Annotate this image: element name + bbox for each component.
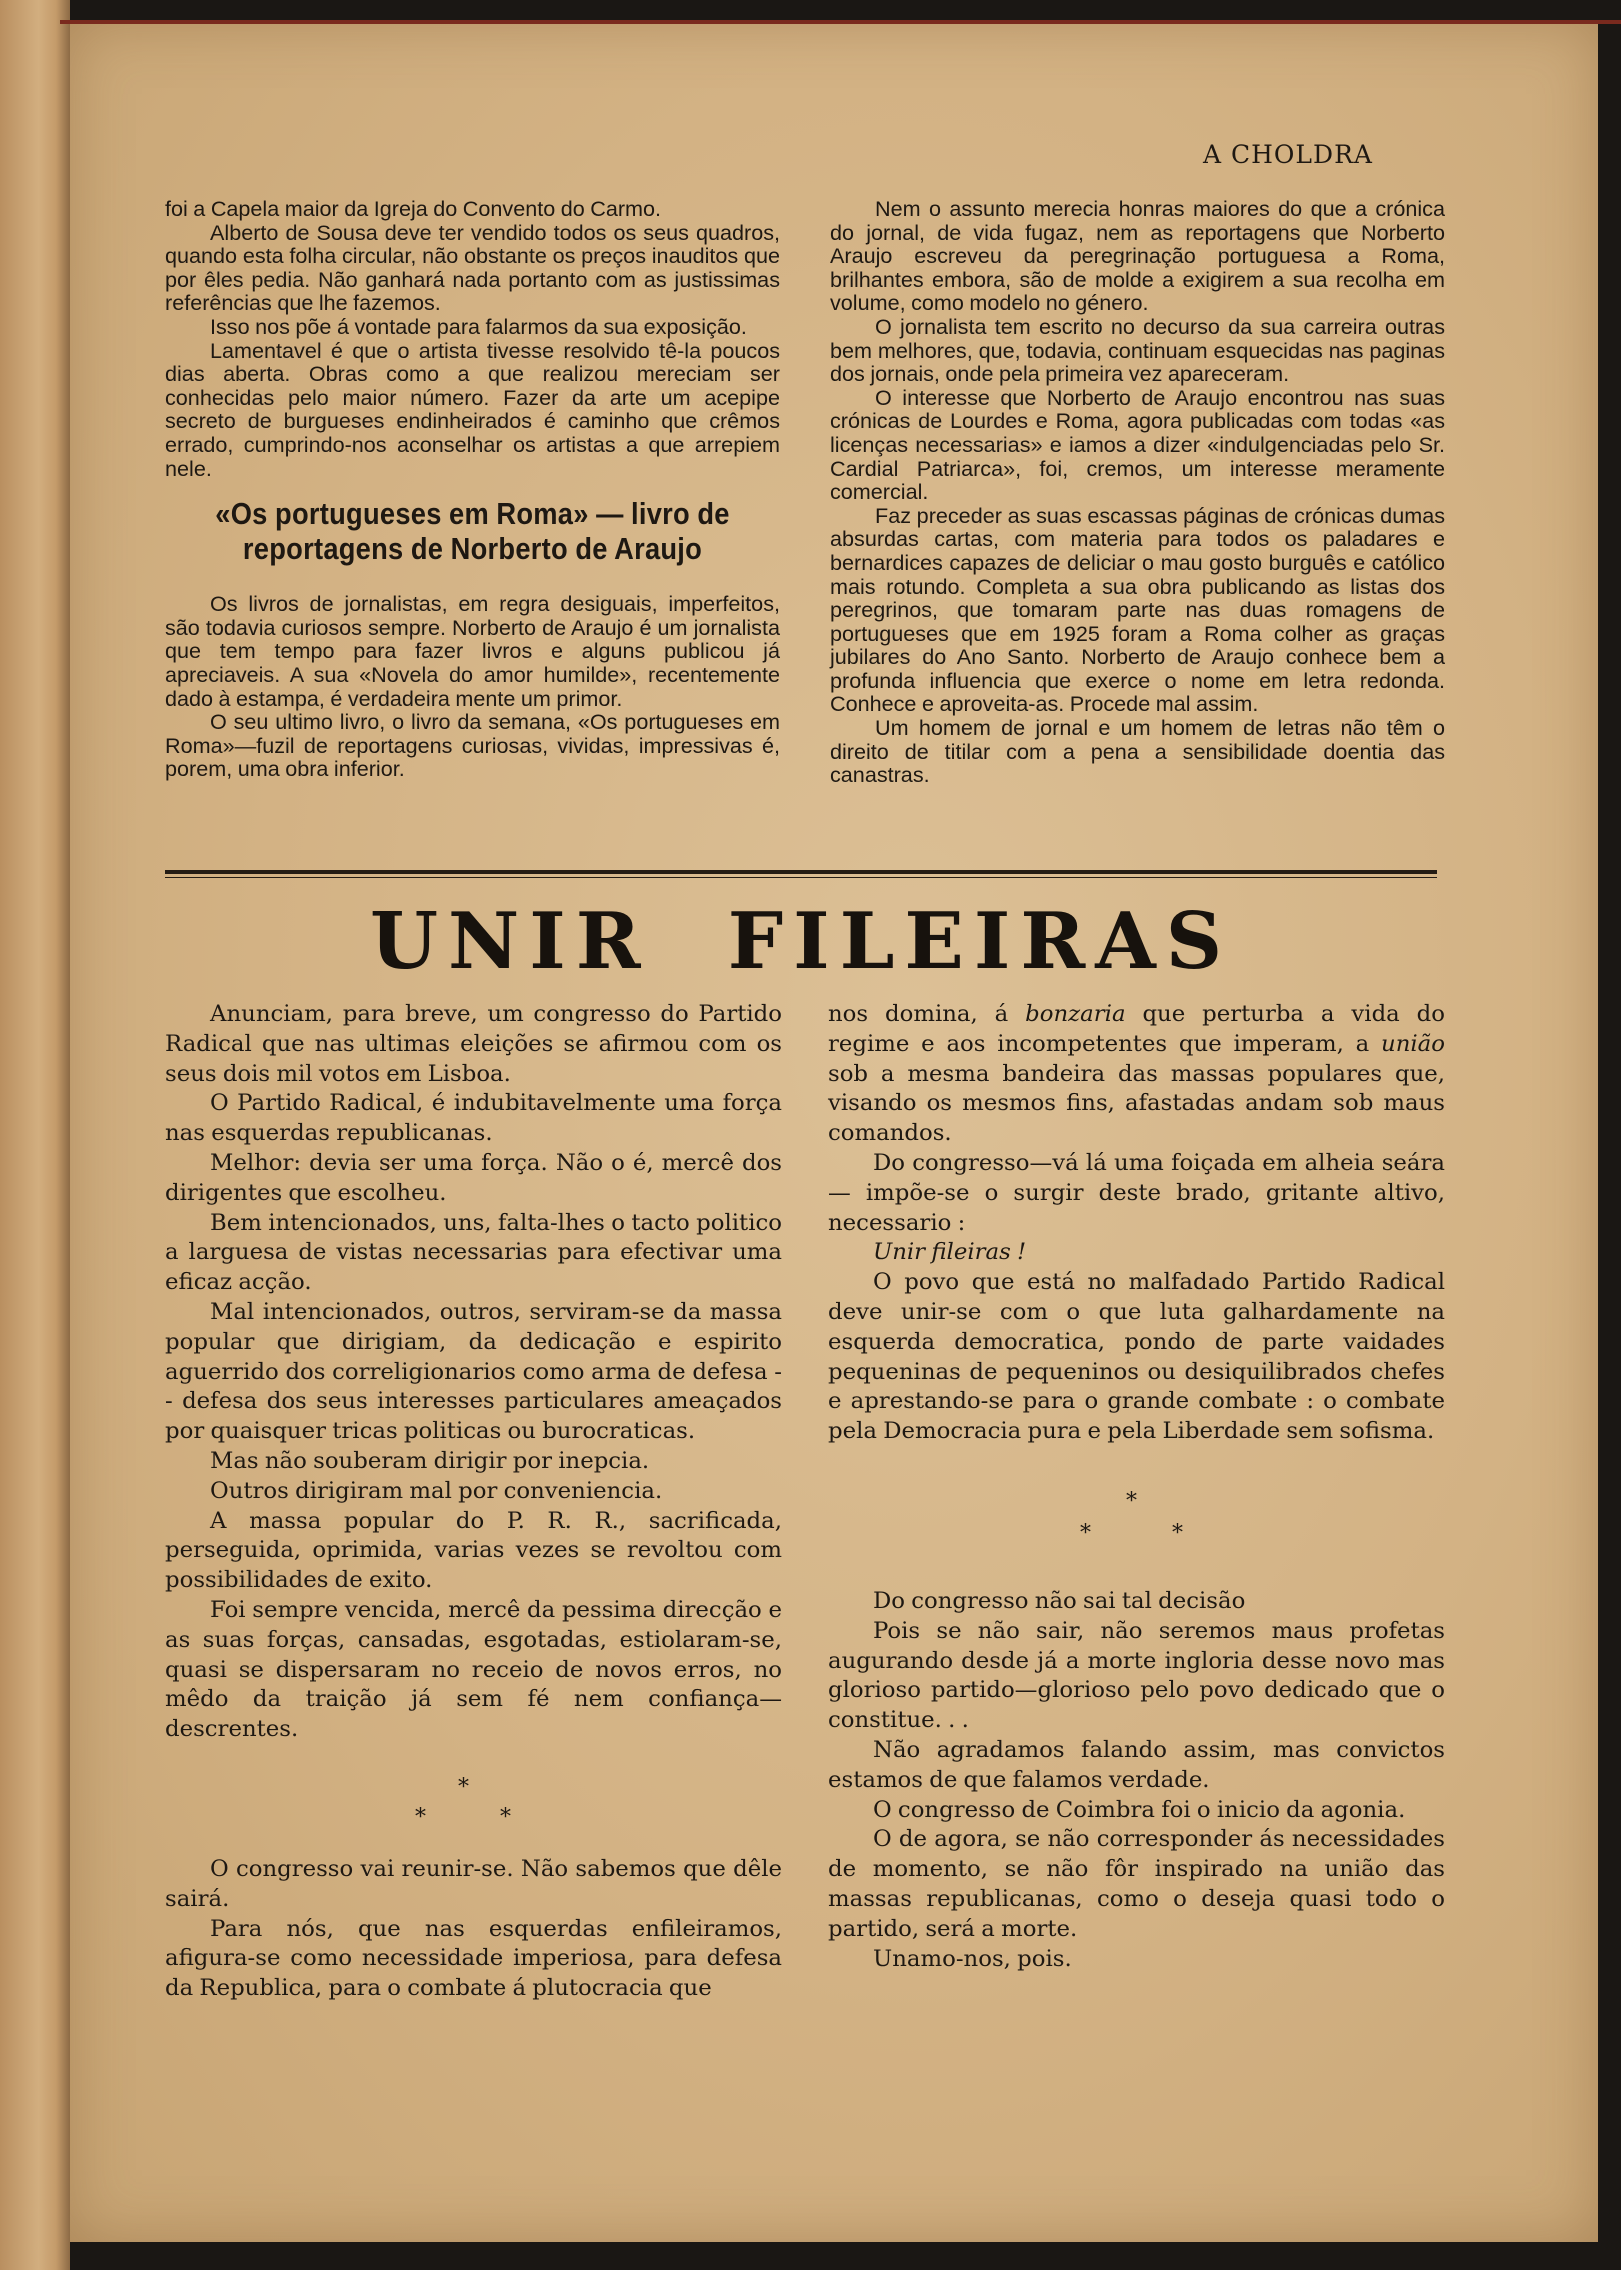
paragraph: Foi sempre vencida, mercê da pessima direcção e as suas forças, cansadas, esgotadas, estiolaram-se, quasi se dispersaram no receio de novos erros, no mêdo da traição já sem fé nem confiança—descrentes.	[165, 1596, 782, 1743]
paragraph: O Partido Radical, é indubitavelmente uma força nas esquerdas republicanas.	[165, 1090, 782, 1147]
paragraph: Não agradamos falando assim, mas convictos estamos de que falamos verdade.	[828, 1736, 1445, 1793]
paragraph: Do congresso não sai tal decisão	[873, 1587, 1246, 1614]
upper-left-column	[165, 197, 780, 781]
paragraph: foi a Capela maior da Igreja do Convento do Carmo.	[165, 196, 662, 221]
asterisk: *	[1126, 1488, 1137, 1514]
asterism-divider	[828, 1447, 1445, 1587]
paragraph: O congresso vai reunir-se. Não sabemos que dêle sairá.	[165, 1855, 782, 1912]
paragraph: Os livros de jornalistas, em regra desiguais, imperfeitos, são todavia curiosos sempre. Norberto de Araujo é um jornalista que tem tempo para fazer livros e alguns publicou já apreciaveis. A sua «Novela do amor humilde», recentemente dado à estampa, é verdadeira mente um primor.	[165, 591, 780, 711]
emphasis: união	[1381, 1030, 1445, 1057]
paragraph: A massa popular do P. R. R., sacrificada, perseguida, oprimida, varias vezes se revoltou com possibilidades de exito.	[165, 1507, 782, 1594]
paragraph-continued: nos domina, á bonzaria que perturba a vida do regime e aos incompetentes que imperam, a união sob a mesma bandeira das massas populares que, visando os mesmos fins, afastadas andam sob maus comandos.	[828, 1001, 1445, 1147]
paragraph: O jornalista tem escrito no decurso da sua carreira outras bem melhores, que, todavia, continuam esquecidas nas paginas dos jornais, onde pela primeira vez apareceram.	[830, 313, 1445, 387]
paragraph: Isso nos põe á vontade para falarmos da sua exposição.	[210, 313, 747, 339]
paragraph: Alberto de Sousa deve ter vendido todos os seus quadros, quando esta folha circular, não obstante os preços inauditos que por êles pedia. Não ganhará nada portanto com as justissimas referências que lhe fazemos.	[165, 219, 780, 316]
section-rule-thin	[165, 877, 1437, 878]
paragraph: O de agora, se não corresponder ás necessidades de momento, se não fôr inspirado na união das massas republicanas, como o deseja quasi todo o partido, será a morte.	[828, 1826, 1445, 1942]
section-rule	[165, 870, 1437, 874]
paragraph: O interesse que Norberto de Araujo encontrou nas suas crónicas de Lourdes e Roma, agora publicadas com todas «as licenças necessarias» e iamos a dizer «indulgenciadas pelo Sr. Cardial Patriarca», foi, cremos, um interesse meramente comercial.	[830, 384, 1445, 505]
asterisk: *	[458, 1774, 469, 1800]
paragraph: Do congresso—vá lá uma foiçada em alheia seára — impõe-se o surgir deste brado, gritante altivo, necessario :	[828, 1149, 1445, 1236]
asterisk: *	[1080, 1520, 1091, 1546]
paragraph: Um homem de jornal e um homem de letras não têm o direito de titilar com a pena a sensibilidade doentia das canastras.	[830, 715, 1445, 788]
page-gutter	[0, 0, 70, 2270]
paragraph: Lamentavel é que o artista tivesse resolvido tê-la poucos dias aberta. Obras como a que realizou mereciam ser conhecidas pelo maior número. Fazer da arte um acepipe secreto de burgueses endinheirados é caminho que crêmos errado, cumprindo-nos aconselhar os artistas a que arrepiem nele.	[165, 337, 780, 481]
lower-left-column	[165, 1000, 782, 2004]
paragraph: Unamo-nos, pois.	[873, 1945, 1072, 1972]
scan-red-edge	[60, 20, 1621, 24]
slogan: Unir fileiras !	[873, 1239, 1027, 1266]
asterism-divider	[165, 1745, 782, 1855]
asterisk: *	[415, 1804, 426, 1830]
paragraph: Pois se não sair, não seremos maus profetas augurando desde já a morte ingloria desse novo mas glorioso partido—glorioso pelo povo dedicado que o constitue. . .	[828, 1617, 1445, 1734]
running-head: A CHOLDRA	[1203, 140, 1373, 169]
paragraph: Para nós, que nas esquerdas enfileiramos, afigura-se como necessidade imperiosa, para defesa da Republica, para o combate á plutocracia que	[165, 1915, 782, 2002]
asterisk: *	[500, 1804, 511, 1830]
paragraph: Melhor: devia ser uma força. Não o é, mercê dos dirigentes que escolheu.	[165, 1149, 782, 1206]
paragraph: O povo que está no malfadado Partido Radical deve unir-se com o que luta galhardamente na esquerda democratica, pondo de parte vaidades pequeninas de pequeninos ou desiquilibrados chefes e aprestando-se para o grande combate : o combate pela Democracia pura e pela Liberdade sem sofisma.	[828, 1269, 1445, 1445]
article-subheading: «Os portugueses em Roma» — livro de reportagens de Norberto de Araujo	[215, 496, 730, 567]
emphasis: bonzaria	[1025, 1001, 1126, 1027]
paragraph: Bem intencionados, uns, falta-lhes o tacto politico a larguesa de vistas necessarias para efectivar uma eficaz acção.	[165, 1209, 782, 1296]
paragraph: Outros dirigiram mal por conveniencia.	[210, 1477, 663, 1504]
paragraph: Nem o assunto merecia honras maiores do que a crónica do jornal, de vida fugaz, nem as reportagens que Norberto Araujo escreveu da peregrinação portuguesa a Roma, brilhantes embora, são de molde a exigirem a sua recolha em volume, como modelo no género.	[830, 196, 1445, 316]
paragraph: Anunciam, para breve, um congresso do Partido Radical que nas ultimas eleições se afirmou com os seus dois mil votos em Lisboa.	[165, 1001, 782, 1087]
lower-right-column	[828, 1000, 1445, 1974]
asterisk: *	[1172, 1520, 1183, 1546]
paragraph: Mas não souberam dirigir por inepcia.	[210, 1447, 650, 1474]
paragraph: O seu ultimo livro, o livro da semana, «Os portugueses em Roma»—fuzil de reportagens curiosas, vividas, impressivas é, porem, uma obra inferior.	[165, 709, 780, 782]
upper-right-column	[830, 197, 1445, 787]
main-headline: UNIR FILEIRAS	[369, 896, 1233, 987]
paragraph: O congresso de Coimbra foi o inicio da agonia.	[873, 1796, 1406, 1823]
paragraph: Faz preceder as suas escassas páginas de crónicas dumas absurdas cartas, com materia para todos os paladares e bernardices capazes de deliciar o mau gosto burguês e católico mais rotundo. Completa a sua obra publicando as listas dos peregrinos, que tomaram parte nas duas romagens de portugueses que em 1925 foram a Roma colher as graças jubilares do Ano Santo. Norberto de Araujo conhece bem a profunda influencia que exerce o nome em letra redonda. Conhece e aproveita-as. Procede mal assim.	[830, 502, 1445, 717]
paragraph: Mal intencionados, outros, serviram-se da massa popular que dirigiam, da dedicação e espirito aguerrido dos correligionarios como arma de defesa -- defesa dos seus interesses particulares ameaçados por quaisquer tricas politicas ou burocraticas.	[165, 1298, 782, 1445]
